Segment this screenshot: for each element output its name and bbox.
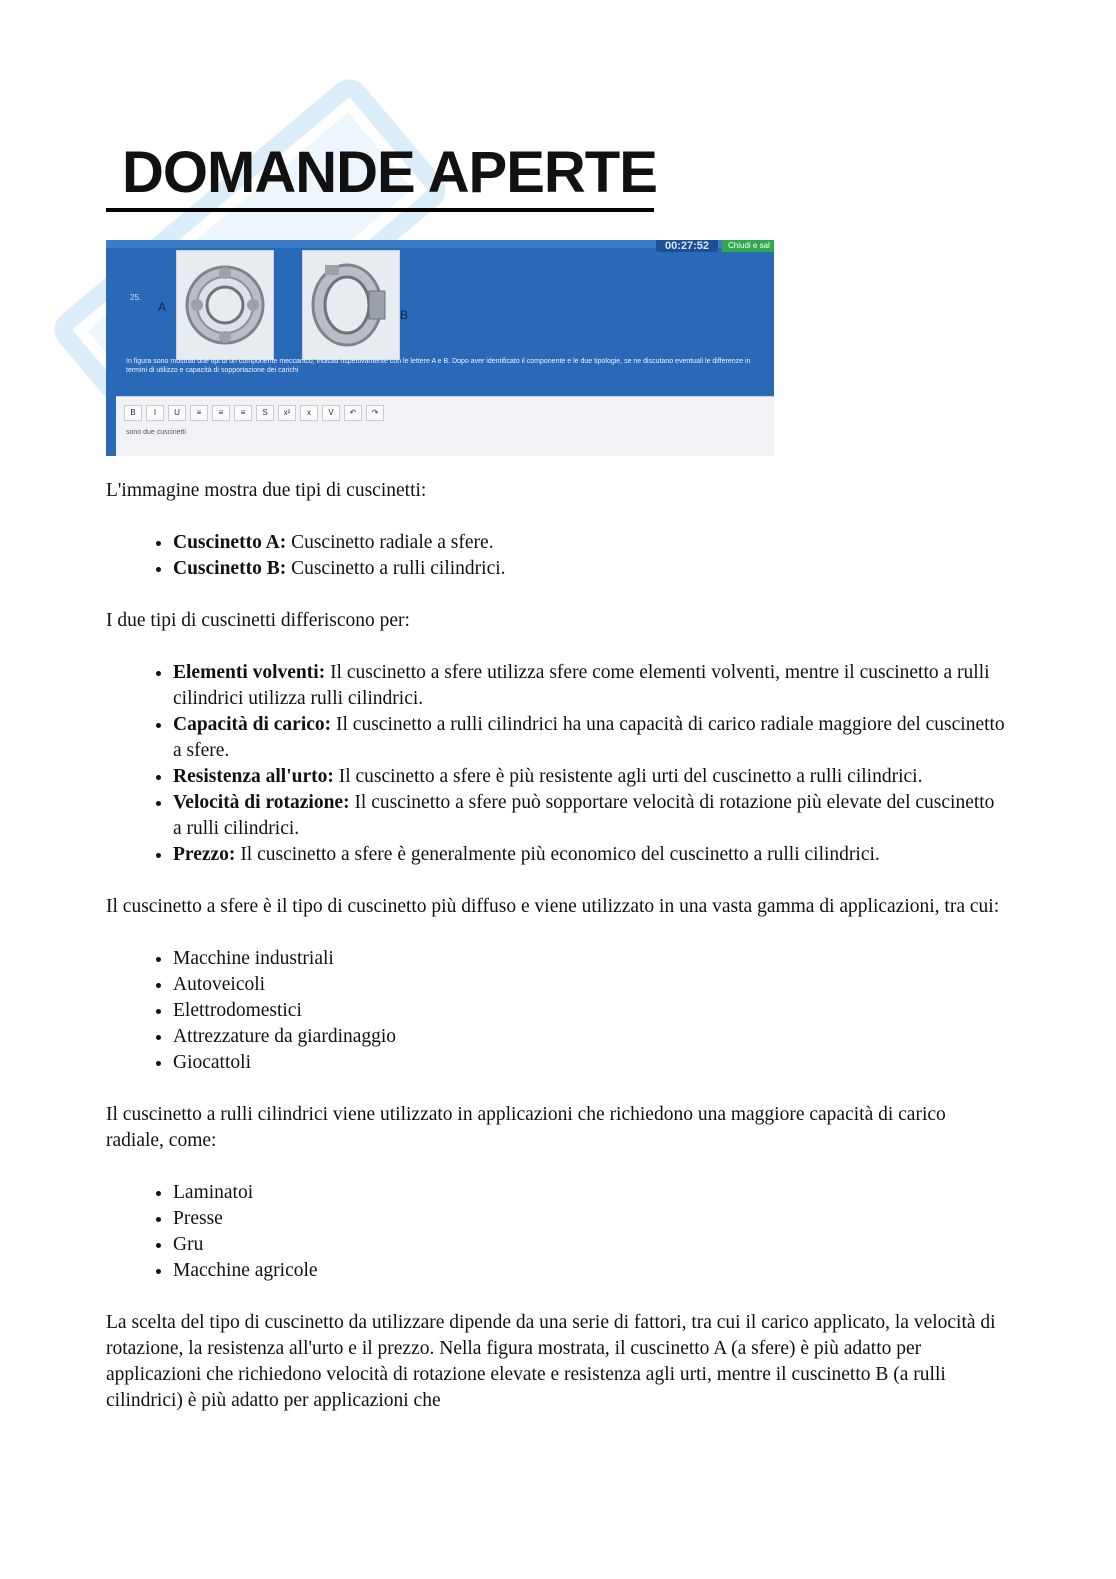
page-title: DOMANDE APERTE	[122, 140, 657, 205]
list-item: • Autoveicoli	[173, 972, 1006, 998]
exam-question-screenshot	[106, 240, 774, 456]
differences-list	[106, 660, 1006, 868]
list-item: • Presse	[173, 1206, 1006, 1232]
italic-button: I	[146, 405, 164, 421]
conclusion-paragraph: La scelta del tipo di cuscinetto da utilizzare dipende da una serie di fattori, tra cui il carico applicato, la velocità di rotazione, la resistenza all'urto e il prezzo. Nella figura mostrata, il cuscinetto A (a sfere) è più adatto per applicazioni che richiedono velocità di rotazione elevate e resistenza agli urti, mentre il cuscinetto B (a rulli cilindrici) è più adatto per applicazioni che	[106, 1312, 996, 1411]
underline-button: U	[168, 405, 186, 421]
subscript-button: x	[300, 405, 318, 421]
undo-icon: ↶	[344, 405, 362, 421]
list-item: • Elementi volventi: Il cuscinetto a sfere utilizza sfere come elementi volventi, mentre il cuscinetto a rulli cilindrici utilizza rulli cilindrici.	[173, 660, 1006, 712]
answer-body	[106, 478, 1006, 1414]
title-underline	[106, 208, 654, 212]
differences-intro: I due tipi di cuscinetti differiscono per:	[106, 610, 410, 631]
list-ordered-button: ≡	[234, 405, 252, 421]
answer-editor	[116, 396, 774, 456]
list-item: • Velocità di rotazione: Il cuscinetto a sfere può sopportare velocità di rotazione più elevate del cuscinetto a rulli cilindrici.	[173, 790, 1006, 842]
roller-bearing-image	[302, 250, 400, 360]
bearing-types-list	[106, 530, 1006, 582]
label-a: A	[158, 300, 167, 314]
question-text: In figura sono mostrati due tipi di un componente meccanico, indicati rispettivamente con le lettere A e B. Dopo aver identificato il componente e le due tipologie, se ne discutano eventuali le differenze in termini di utilizzo e capacità di sopportazione dei carichi	[126, 358, 751, 374]
list-item: • Laminatoi	[173, 1180, 1006, 1206]
list-item: • Gru	[173, 1232, 1006, 1258]
redo-icon: ↷	[366, 405, 384, 421]
timer-badge: 00:27:52	[656, 240, 718, 252]
list-item: • Macchine agricole	[173, 1258, 1006, 1284]
question-number: 25.	[130, 293, 142, 302]
superscript-button: x²	[278, 405, 296, 421]
list-item: • Giocattoli	[173, 1050, 1006, 1076]
check-button: V	[322, 405, 340, 421]
roller-bearing-intro: Il cuscinetto a rulli cilindrici viene utilizzato in applicazioni che richiedono una maggiore capacità di carico radiale, come:	[106, 1104, 946, 1151]
intro-paragraph: L'immagine mostra due tipi di cuscinetti:	[106, 480, 427, 501]
list-item: • Attrezzature da giardinaggio	[173, 1024, 1006, 1050]
list-item: • Prezzo: Il cuscinetto a sfere è generalmente più economico del cuscinetto a rulli cilindrici.	[173, 842, 1006, 868]
list-item: • Cuscinetto B: Cuscinetto a rulli cilindrici.	[173, 556, 1006, 582]
strike-button: S	[256, 405, 274, 421]
ball-applications-list	[106, 946, 1006, 1076]
list-item: • Capacità di carico: Il cuscinetto a rulli cilindrici ha una capacità di carico radiale maggiore del cuscinetto a sfere.	[173, 712, 1006, 764]
bold-button: B	[124, 405, 142, 421]
label-b: B	[400, 308, 409, 322]
list-item: • Macchine industriali	[173, 946, 1006, 972]
ball-bearing-intro: Il cuscinetto a sfere è il tipo di cuscinetto più diffuso e viene utilizzato in una vasta gamma di applicazioni, tra cui:	[106, 896, 1000, 917]
list-item: • Elettrodomestici	[173, 998, 1006, 1024]
align-left-button: ≡	[190, 405, 208, 421]
list-button: ≡	[212, 405, 230, 421]
ball-bearing-image	[176, 250, 274, 360]
close-button: Chiudi e sal	[722, 240, 774, 252]
heading-block	[106, 140, 657, 212]
list-item: • Resistenza all'urto: Il cuscinetto a sfere è più resistente agli urti del cuscinetto a rulli cilindrici.	[173, 764, 1006, 790]
editor-toolbar	[124, 405, 384, 421]
list-item: • Cuscinetto A: Cuscinetto radiale a sfere.	[173, 530, 1006, 556]
roller-applications-list	[106, 1180, 1006, 1284]
answer-text: sono due cuscinetti	[126, 429, 186, 436]
